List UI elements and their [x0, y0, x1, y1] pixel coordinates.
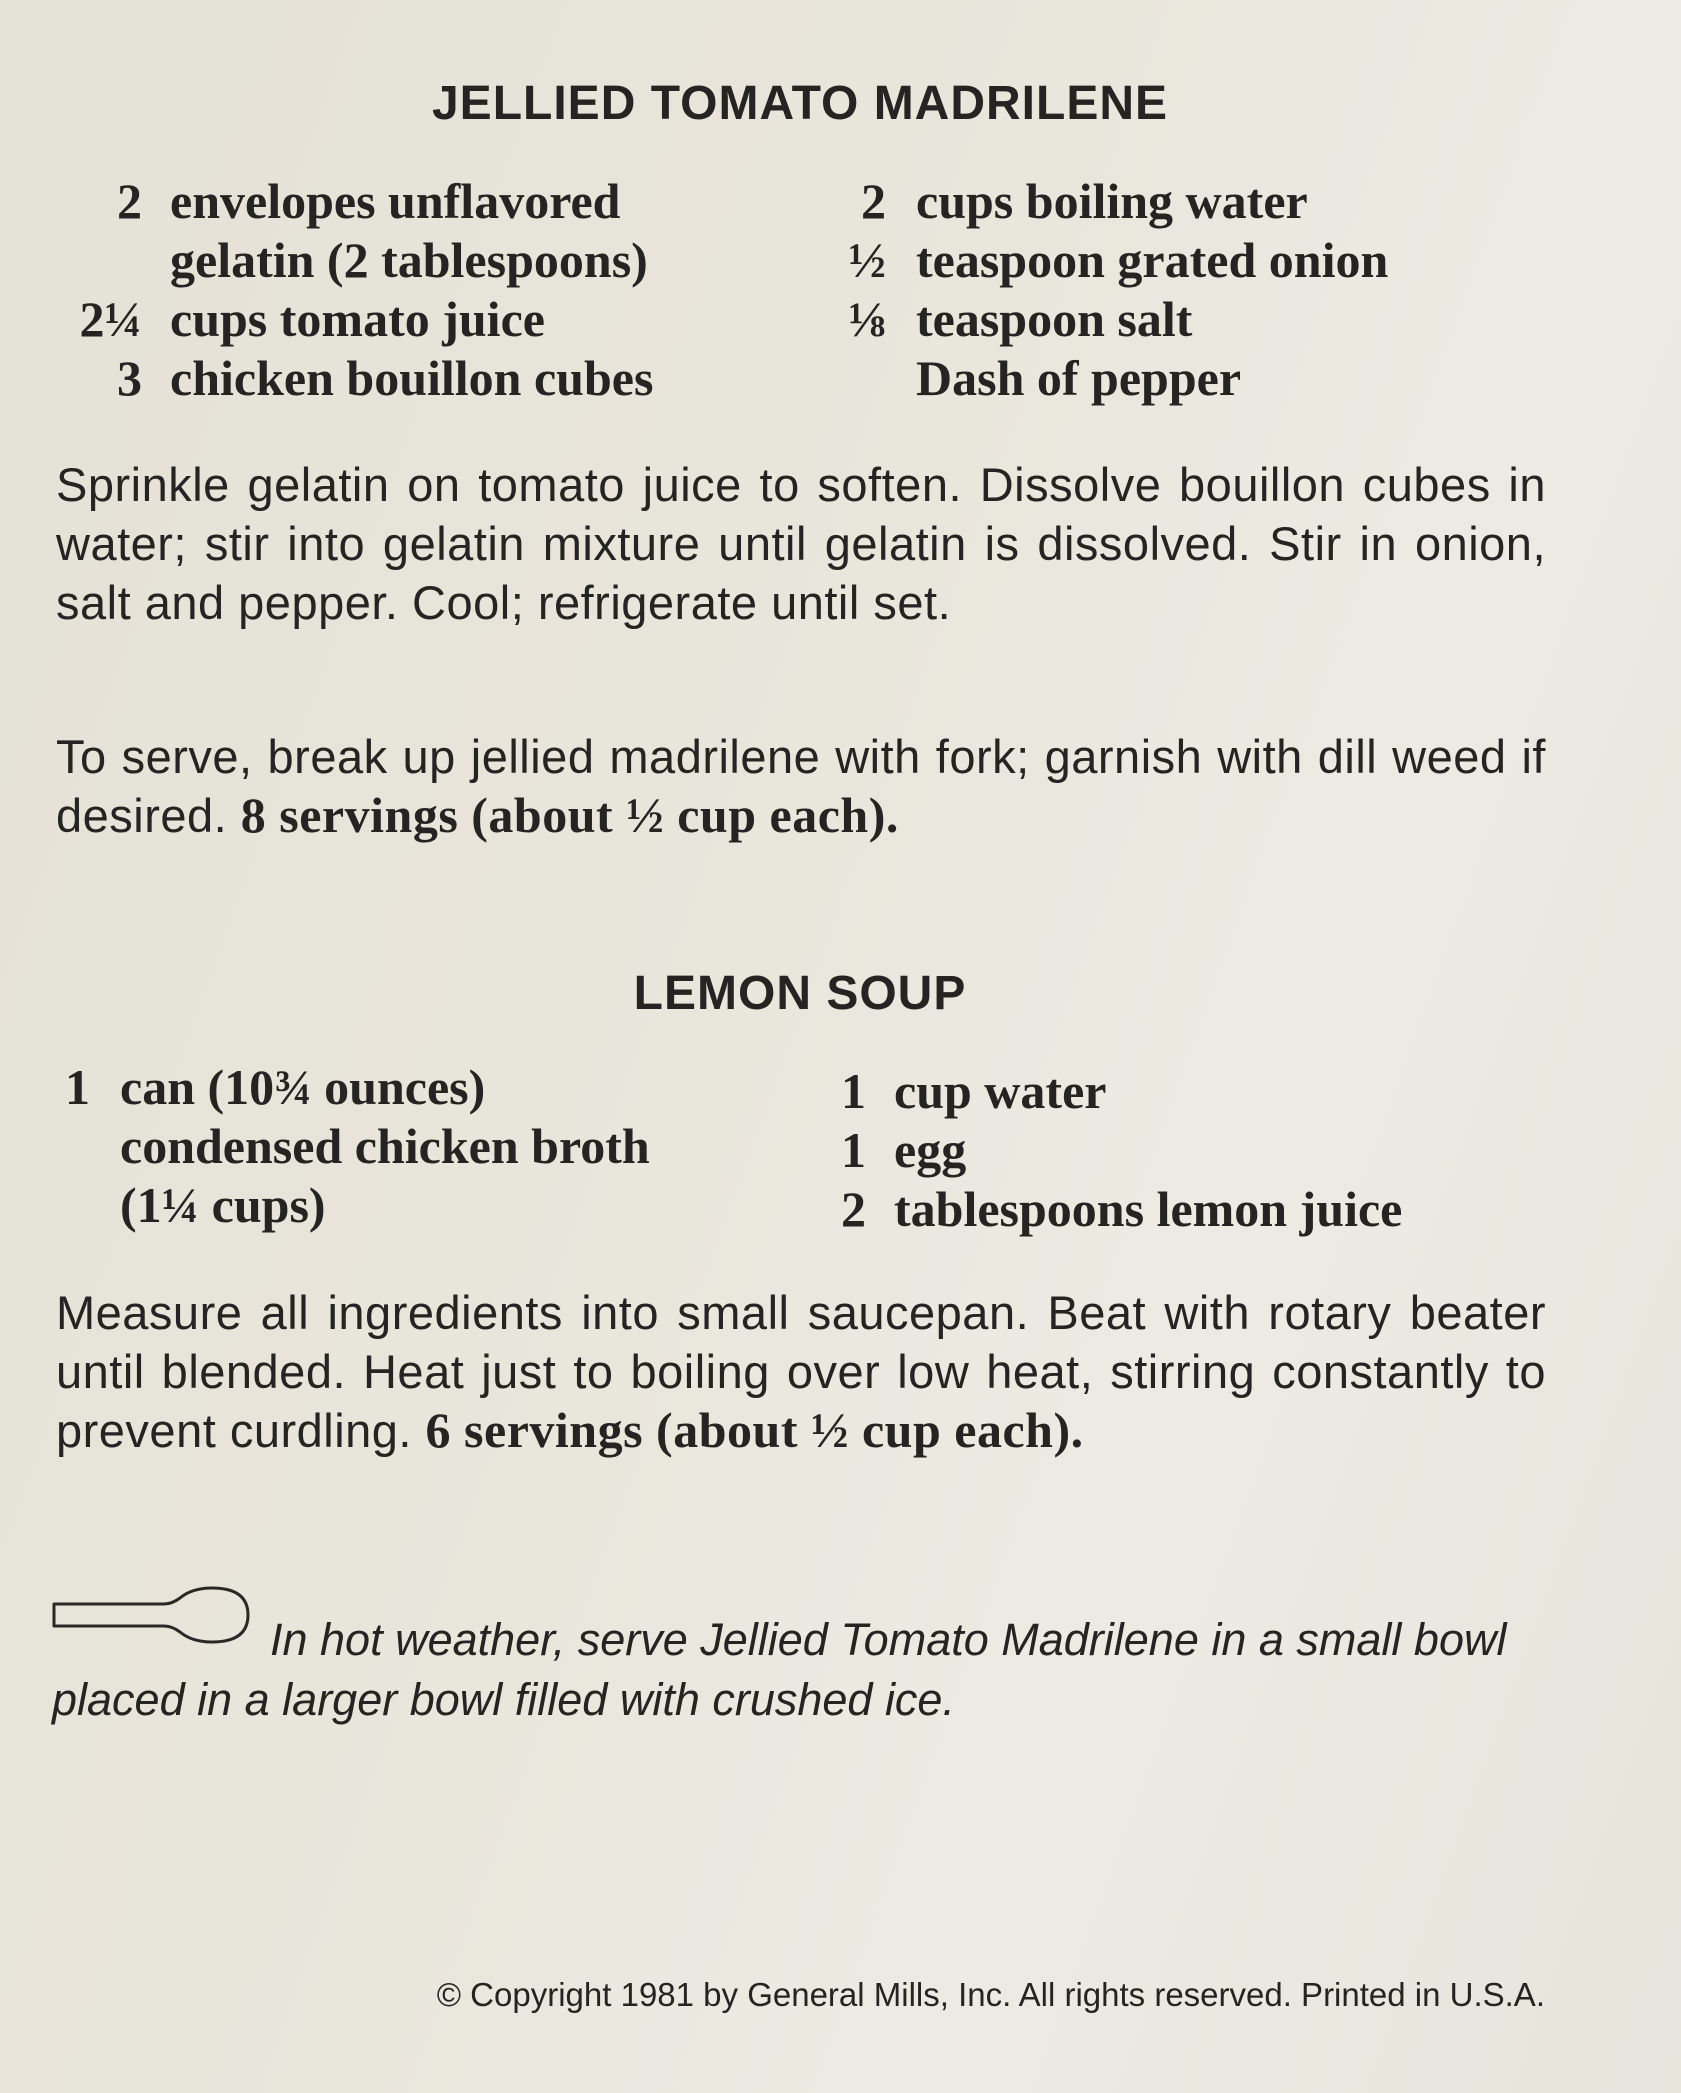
ingredient-text: Dash of pepper [916, 350, 1242, 406]
ingredient-qty: ⅛ [848, 291, 886, 347]
serving-instructions: To serve, break up jellied madrilene with fork; garnish with dill weed if desired. [56, 730, 1546, 842]
ingredient-text: cups boiling water [916, 173, 1308, 229]
ingredient-text: teaspoon grated onion [916, 232, 1389, 288]
ingredient-text: gelatin (2 tablespoons) [170, 232, 648, 288]
ingredient-text: condensed chicken broth [120, 1118, 650, 1174]
ingredient-qty: 2¼ [79, 291, 142, 347]
copyright-notice: © Copyright 1981 by General Mills, Inc. All rights reserved. Printed in U.S.A. [436, 1976, 1545, 2013]
ingredient-qty: 1 [841, 1122, 866, 1178]
ingredient-qty: 1 [841, 1063, 866, 1119]
ingredient-item [834, 1121, 1402, 1180]
ingredient-qty [820, 349, 886, 408]
ingredient-text: teaspoon salt [916, 291, 1193, 347]
ingredient-qty: 2 [117, 173, 142, 229]
ingredient-qty: 2 [841, 1181, 866, 1237]
ingredient-list-right [820, 172, 1388, 408]
recipe-title: JELLIED TOMATO MADRILENE [431, 77, 1169, 130]
ingredient-item [834, 1180, 1402, 1239]
ingredient-item [834, 1062, 1402, 1121]
servings-yield: 6 servings (about ½ cup each). [425, 1402, 1084, 1458]
ingredient-item [56, 349, 653, 408]
recipe-directions [56, 1283, 1546, 1460]
ingredient-list-left [56, 172, 653, 408]
ingredient-text: envelopes unflavored [170, 173, 621, 229]
ingredient-text: cup water [894, 1063, 1107, 1119]
ingredient-qty: ½ [848, 232, 886, 288]
ingredient-item [820, 349, 1388, 408]
ingredient-text: tablespoons lemon juice [894, 1181, 1403, 1237]
ingredient-item [820, 172, 1388, 231]
direction-text: Measure all ingredients into small saucepan. Beat with rotary beater until blended. Heat just to boiling over low heat, stirring constantly to prevent curdling. [56, 1286, 1546, 1457]
ingredient-qty [56, 1117, 90, 1176]
tip-text: In hot weather, serve Jellied Tomato Madrilene in a small bowl placed in a larger bowl filled with crushed ice. [52, 1614, 1507, 1725]
ingredient-item [56, 172, 653, 231]
ingredient-item [56, 1176, 650, 1235]
ingredient-qty [56, 231, 142, 290]
ingredient-item [56, 290, 653, 349]
recipe-directions: Sprinkle gelatin on tomato juice to soften. Dissolve bouillon cubes in water; stir into gelatin mixture until gelatin is dissolved. Stir in onion, salt and pepper. Cool; refrigerate until set. [56, 458, 1546, 629]
ingredient-list-left [56, 1058, 650, 1235]
ingredient-text: (1¼ cups) [120, 1177, 326, 1233]
ingredient-text: cups tomato juice [170, 291, 545, 347]
ingredient-item [56, 1058, 650, 1117]
ingredient-qty: 1 [65, 1059, 90, 1115]
ingredient-text: egg [894, 1122, 967, 1178]
ingredient-item [56, 1117, 650, 1176]
ingredient-item [56, 231, 653, 290]
ingredient-item [820, 231, 1388, 290]
ingredient-text: chicken bouillon cubes [170, 350, 654, 406]
serving-tip [52, 1610, 1552, 1730]
ingredient-qty [56, 1176, 90, 1235]
ingredient-item [820, 290, 1388, 349]
ingredient-qty: 3 [117, 350, 142, 406]
ingredient-qty: 2 [861, 173, 886, 229]
recipe-title: LEMON SOUP [633, 967, 967, 1020]
ingredient-text: can (10¾ ounces) [120, 1059, 486, 1115]
ingredient-list-right [834, 1062, 1402, 1239]
servings-yield: 8 servings (about ½ cup each). [240, 787, 899, 843]
recipe-serving-note [56, 727, 1546, 845]
